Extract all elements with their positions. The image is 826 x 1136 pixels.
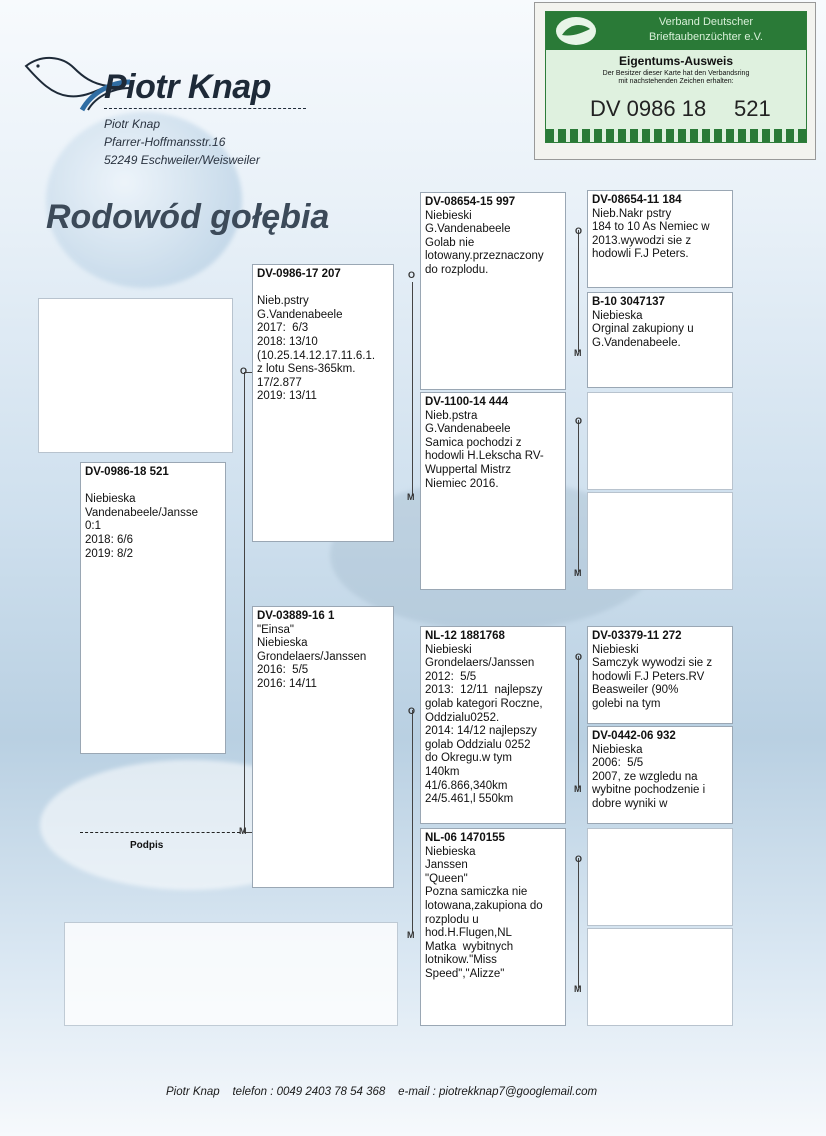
footer-phone: telefon : 0049 2403 78 54 368 <box>232 1086 386 1098</box>
pigeon-info-line: 2019: 13/11 <box>257 390 317 403</box>
pigeon-info-line: 2007, ze wzgledu na <box>592 770 698 783</box>
pigeon-info-line: 2016: 5/5 <box>257 664 309 677</box>
brand-underline <box>104 108 306 109</box>
ownership-card <box>534 2 816 160</box>
signature-label: Podpis <box>130 840 164 851</box>
pigeon-info-line: Niebieska <box>592 743 643 756</box>
pigeon-info-line: "Queen" <box>425 872 468 885</box>
pigeon-info-line: Niebieski <box>425 643 472 656</box>
pigeon-info-line: 2014: 14/12 najlepszy <box>425 725 537 738</box>
pigeon-info-line: Niebieska <box>85 493 136 506</box>
pigeon-info-line: Nieb.pstra <box>425 409 478 422</box>
marker-ffm-m: M <box>574 348 582 358</box>
card-ring-suffix: 521 <box>734 96 771 121</box>
pigeon-info-line: Vandenabeele/Jansse <box>85 506 198 519</box>
pigeon-fff <box>587 190 733 288</box>
pigeon-main <box>80 462 226 754</box>
pigeon-info-line: (10.25.14.12.17.11.6.1. <box>257 349 376 362</box>
marker-fmm-m: M <box>574 568 582 578</box>
pigeon-info-line: dobre wyniki w <box>592 797 668 810</box>
pigeon-father-mother <box>420 392 566 590</box>
pigeon-ring-id: NL-06 1470155 <box>425 832 505 844</box>
photo-placeholder <box>38 298 233 453</box>
pigeon-info-line: wybitne pochodzenie i <box>592 784 706 797</box>
pigeon-ring-id: DV-03379-11 272 <box>592 630 682 642</box>
pigeon-info-line: Grondelaers/Janssen <box>425 657 535 670</box>
pigeon-ring-id: NL-12 1881768 <box>425 630 505 642</box>
pigeon-info-line: G.Vandenabeele <box>257 308 343 321</box>
owner-street: Pfarrer-Hoffmansstr.16 <box>104 135 226 149</box>
card-org-line1: Verband Deutscher <box>658 16 754 28</box>
pigeon-ring-id: DV-1100-14 444 <box>425 396 509 408</box>
marker-mf-o: O <box>408 706 416 716</box>
marker-mm-m: M <box>407 930 415 940</box>
pigeon-info-line: Niebieski <box>425 209 472 222</box>
card-subtext2: mit nachstehenden Zeichen erhalten: <box>618 78 734 85</box>
marker-mfm-m: M <box>574 784 582 794</box>
pigeon-info-line: 2019: 8/2 <box>85 547 133 560</box>
pigeon-mfm <box>587 726 733 824</box>
connector-gen1 <box>244 372 245 832</box>
pigeon-info-line: 2018: 13/10 <box>257 335 318 348</box>
pigeon-info-line: lotowana,zakupiona do <box>425 899 543 912</box>
pigeon-info-line: G.Vandenabeele <box>425 423 511 436</box>
pigeon-info-line: Wuppertal Mistrz <box>425 463 512 476</box>
marker-fm-m: M <box>407 492 415 502</box>
pigeon-father-father <box>420 192 566 390</box>
pigeon-ffm <box>587 292 733 388</box>
pigeon-ring-id: DV-0986-17 207 <box>257 268 341 280</box>
dove-emblem-icon <box>554 15 598 47</box>
footer-email: e-mail : piotrekknap7@googlemail.com <box>398 1086 598 1098</box>
pigeon-info-line: 140km <box>425 765 460 778</box>
pigeon-info-line: Matka wybitnych <box>425 940 514 953</box>
brand-name: Piotr Knap <box>104 68 271 106</box>
pigeon-info-line: Speed","Alizze" <box>425 967 505 980</box>
marker-mmf-o: O <box>575 854 583 864</box>
connector-mother <box>412 710 413 932</box>
card-heading: Eigentums-Ausweis <box>618 54 734 68</box>
signature-line <box>80 832 240 833</box>
pigeon-ring-id: DV-08654-11 184 <box>592 194 682 206</box>
pigeon-ring-id: DV-03889-16 1 <box>257 610 335 622</box>
pigeon-info-line: hodowli H.Lekscha RV- <box>425 450 544 463</box>
connector-fm <box>578 420 579 572</box>
card-org-line2: Brieftaubenzüchter e.V. <box>649 31 763 43</box>
owner-city: 52249 Eschweiler/Weisweiler <box>104 153 260 167</box>
pigeon-info-line: Nieb.pstry <box>257 295 309 308</box>
page-title: Rodowód gołębia <box>46 198 330 236</box>
pigeon-info-line: Samica pochodzi z <box>425 436 522 449</box>
pigeon-info-line: Niebieska <box>257 637 308 650</box>
pigeon-info-line: 2013: 12/11 najlepszy <box>425 684 543 697</box>
marker-fff-o: O <box>575 226 583 236</box>
pigeon-info-line: 17/2.877 <box>257 376 302 389</box>
pigeon-info-line: z lotu Sens-365km. <box>257 363 356 376</box>
pigeon-info-line: Grondelaers/Janssen <box>257 650 367 663</box>
pigeon-mother <box>252 606 394 888</box>
stamp-area <box>64 922 398 1026</box>
card-ring-number: DV 0986 18 <box>590 96 707 121</box>
pigeon-info-line: 0:1 <box>85 520 101 533</box>
pigeon-info-line: "Einsa" <box>257 623 294 636</box>
pigeon-info-line: 2013.wywodzi sie z <box>592 234 692 247</box>
pigeon-info-line: Nieb.Nakr pstry <box>592 207 672 220</box>
pigeon-info-line: Oddzialu0252. <box>425 711 500 724</box>
card-inner <box>545 11 807 143</box>
pigeon-info-line: Beasweiler (90% <box>592 684 679 697</box>
pigeon-ring-id: DV-08654-15 997 <box>425 196 516 208</box>
pigeon-info-line: lotowany.przeznaczony <box>425 250 544 263</box>
owner-address <box>104 115 260 169</box>
pigeon-info-line: Niemiec 2016. <box>425 477 499 490</box>
pigeon-info-line: Janssen <box>425 859 468 872</box>
pigeon-info-line: golab Oddzialu 0252 <box>425 738 531 751</box>
pigeon-info-line: Samczyk wywodzi sie z <box>592 657 713 670</box>
pigeon-info-line: 2012: 5/5 <box>425 670 477 683</box>
pigeon-father <box>252 264 394 542</box>
pigeon-info-line: hod.H.Flugen,NL <box>425 927 512 940</box>
pigeon-info-line: 2006: 5/5 <box>592 757 644 770</box>
pigeon-info-line <box>85 480 221 494</box>
pigeon-fmm-empty <box>587 492 733 590</box>
pigeon-mother-father <box>420 626 566 824</box>
pigeon-info-line: Niebieska <box>592 309 643 322</box>
card-subtext1: Der Besitzer dieser Karte hat den Verbandsring <box>602 70 750 77</box>
pigeon-info-line: golab kategori Roczne, <box>425 697 543 710</box>
pigeon-ring-id: B-10 3047137 <box>592 296 665 308</box>
pigeon-info-line: do rozplodu. <box>425 263 489 276</box>
pigeon-mff <box>587 626 733 724</box>
pigeon-info-line: Niebieska <box>425 845 476 858</box>
pigeon-info-line: G.Vandenabeele. <box>592 336 681 349</box>
pigeon-info-line: G.Vandenabeele <box>425 223 511 236</box>
marker-mff-o: O <box>575 652 583 662</box>
connector-mm <box>578 858 579 988</box>
marker-ff-o: O <box>408 270 416 280</box>
pigeon-info-line: 2017: 6/3 <box>257 322 309 335</box>
pigeon-info-line: 2016: 14/11 <box>257 677 317 690</box>
connector-mf <box>578 656 579 788</box>
pigeon-info-line: 24/5.461,l 550km <box>425 793 514 806</box>
pigeon-info-line: Pozna samiczka nie <box>425 886 528 899</box>
pigeon-info-line: hodowli F.J Peters.RV <box>592 670 705 683</box>
pigeon-info-line: do Okregu.w tym <box>425 752 512 765</box>
pigeon-mmf-empty <box>587 828 733 926</box>
card-pattern <box>546 129 806 142</box>
pigeon-mother-mother <box>420 828 566 1026</box>
connector-ff <box>578 230 579 352</box>
pigeon-info-line: Golab nie <box>425 236 475 249</box>
footer <box>166 1086 597 1098</box>
pigeon-ring-id: DV-0986-18 521 <box>85 466 169 478</box>
marker-father-o: O <box>240 366 248 376</box>
pigeon-info-line: hodowli F.J Peters. <box>592 248 689 261</box>
card-header <box>546 12 806 50</box>
pigeon-info-line: 41/6.866,340km <box>425 779 508 792</box>
marker-mmm-m: M <box>574 984 582 994</box>
marker-mother-m: M <box>239 826 247 836</box>
pigeon-info-line: rozplodu u <box>425 913 479 926</box>
pigeon-info-line: Niebieski <box>592 643 639 656</box>
pigeon-info-line: lotnikow."Miss <box>425 954 497 967</box>
pigeon-info-line: Orginal zakupiony u <box>592 323 694 336</box>
pigeon-info-line: 184 to 10 As Nemiec w <box>592 221 710 234</box>
pigeon-info-line: 2018: 6/6 <box>85 533 133 546</box>
footer-name: Piotr Knap <box>166 1086 220 1098</box>
pigeon-info-line: golebi na tym <box>592 697 661 710</box>
owner-name: Piotr Knap <box>104 117 161 131</box>
connector-father <box>412 282 413 496</box>
pigeon-fmf-empty <box>587 392 733 490</box>
pigeon-info-line <box>257 282 389 296</box>
pigeon-mmm-empty <box>587 928 733 1026</box>
marker-fmf-o: O <box>575 416 583 426</box>
pigeon-ring-id: DV-0442-06 932 <box>592 730 676 742</box>
